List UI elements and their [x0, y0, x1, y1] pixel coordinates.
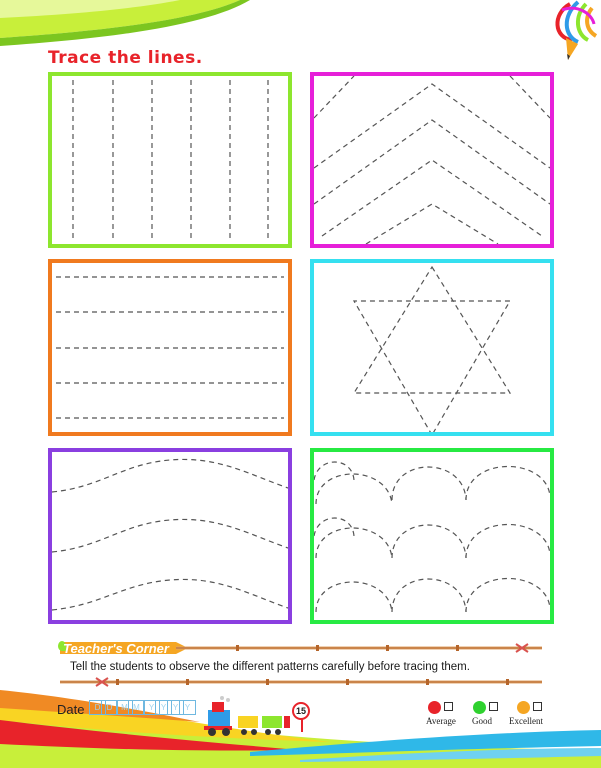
- vertical-lines-panel: [48, 72, 292, 248]
- vertical-dashed-lines: [52, 76, 288, 244]
- train-icon: [200, 696, 292, 740]
- date-label: Date: [57, 702, 85, 717]
- date-year-box[interactable]: Y: [143, 700, 160, 715]
- chevron-dashed-lines: [314, 76, 550, 244]
- date-month-box[interactable]: M: [116, 700, 133, 715]
- horizontal-dashed-lines: [52, 263, 288, 432]
- wavy-dashed-lines: [52, 452, 288, 620]
- excellent-checkbox[interactable]: [533, 702, 542, 711]
- teachers-corner-label: Teacher's Corner: [63, 641, 169, 656]
- teachers-corner-text: Tell the students to observe the different patterns carefully before tracing them.: [70, 661, 470, 673]
- date-year-box[interactable]: Y: [179, 700, 196, 715]
- date-year-box[interactable]: Y: [167, 700, 184, 715]
- date-day-box[interactable]: D: [89, 700, 106, 715]
- star-panel: [310, 259, 554, 436]
- good-checkbox[interactable]: [489, 702, 498, 711]
- happy-face-icon: [517, 701, 530, 714]
- date-month-box[interactable]: M: [128, 700, 145, 715]
- horizontal-lines-panel: [48, 259, 292, 436]
- wavy-lines-panel: [48, 448, 292, 624]
- date-year-box[interactable]: Y: [155, 700, 172, 715]
- chevron-lines-panel: [310, 72, 554, 248]
- sad-face-icon: [428, 701, 441, 714]
- rating-label-average: Average: [426, 716, 456, 726]
- average-checkbox[interactable]: [444, 702, 453, 711]
- page-title: Trace the lines.: [48, 48, 203, 68]
- rating-label-good: Good: [472, 716, 492, 726]
- arc-lines-panel: [310, 448, 554, 624]
- date-day-box[interactable]: D: [101, 700, 118, 715]
- pencil-ribbon-decoration: [548, 0, 601, 66]
- rating-label-excellent: Excellent: [509, 716, 543, 726]
- arc-dashed-lines: [314, 452, 550, 620]
- page-number: 15: [292, 702, 310, 720]
- star-of-david-dashed: [314, 263, 550, 432]
- top-swoosh-decoration: [0, 0, 601, 50]
- smile-face-icon: [473, 701, 486, 714]
